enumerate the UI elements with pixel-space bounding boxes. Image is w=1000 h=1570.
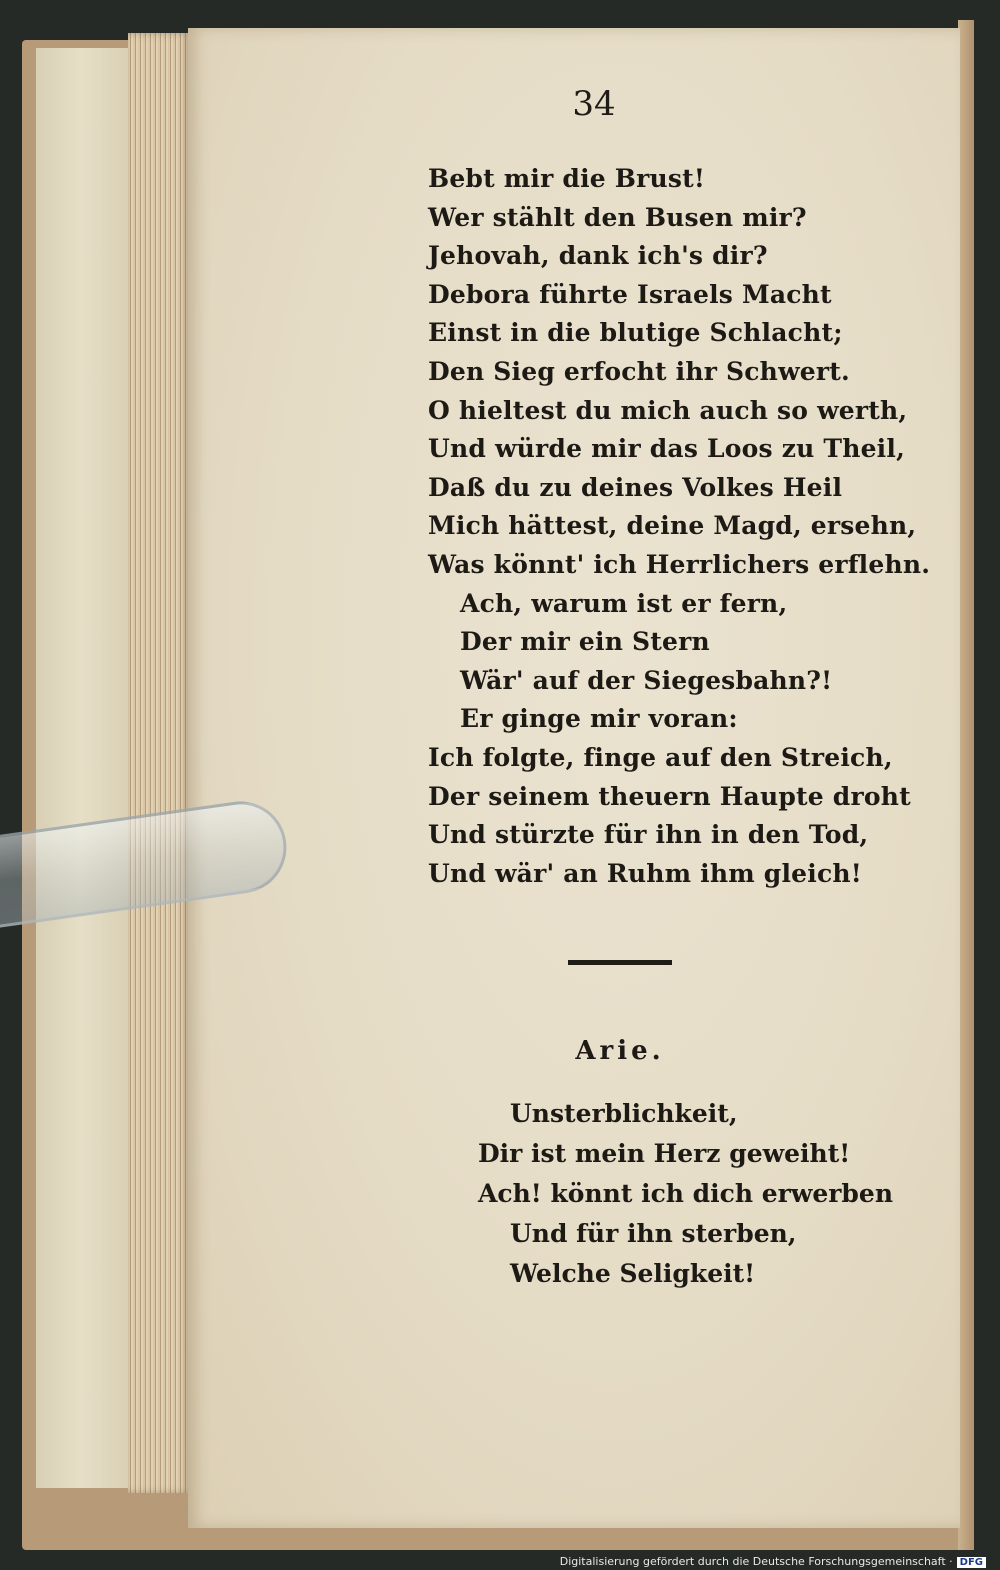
poem-line: Und wär' an Ruhm ihm gleich! <box>428 858 862 888</box>
page-number: 34 <box>572 84 616 124</box>
poem-line: Jehovah, dank ich's dir? <box>428 241 768 271</box>
poem-line: Bebt mir die Brust! <box>428 164 706 193</box>
poem-line: Den Sieg erfocht ihr Schwert. <box>428 356 850 386</box>
page-stack-edge <box>128 33 192 1493</box>
aria-body <box>478 1094 898 1294</box>
poem-line: O hieltest du mich auch so werth, <box>428 395 908 425</box>
aria-line: Dir ist mein Herz geweiht! <box>478 1139 851 1168</box>
right-page-edge <box>958 20 974 1550</box>
dfg-logo: DFG <box>957 1557 986 1568</box>
poem-line: Der seinem theuern Haupte droht <box>428 781 911 811</box>
poem-line: Wär' auf der Siegesbahn?! <box>460 665 833 695</box>
poem-line: Und würde mir das Loos zu Theil, <box>428 434 905 464</box>
poem-line: Debora führte Israels Macht <box>428 279 832 309</box>
aria-line: Welche Seligkeit! <box>510 1259 756 1288</box>
poem-line: Mich hättest, deine Magd, ersehn, <box>428 511 917 541</box>
aria-line: Ach! könnt ich dich erwerben <box>478 1179 893 1208</box>
aria-line: Und für ihn sterben, <box>510 1219 797 1248</box>
poem-line: Der mir ein Stern <box>460 627 710 657</box>
poem-line: Ich folgte, finge auf den Streich, <box>428 742 893 772</box>
poem-line: Einst in die blutige Schlacht; <box>428 318 843 348</box>
digitization-credit <box>560 1555 986 1568</box>
credit-text: Digitalisierung gefördert durch die Deutsche Forschungsgemeinschaft · <box>559 1555 953 1568</box>
poem-line: Wer stählt den Busen mir? <box>428 202 807 232</box>
poem-line: Daß du zu deines Volkes Heil <box>428 472 843 502</box>
aria-heading: Arie. <box>575 1036 665 1066</box>
poem-line: Und stürzte für ihn in den Tod, <box>428 820 869 850</box>
poem-line: Ach, warum ist er fern, <box>460 588 788 618</box>
poem-line: Was könnt' ich Herrlichers erflehn. <box>428 549 931 579</box>
poem-line: Er ginge mir voran: <box>460 704 738 734</box>
aria-line: Unsterblichkeit, <box>510 1099 738 1128</box>
section-divider <box>568 960 672 965</box>
poem-body <box>428 160 931 893</box>
